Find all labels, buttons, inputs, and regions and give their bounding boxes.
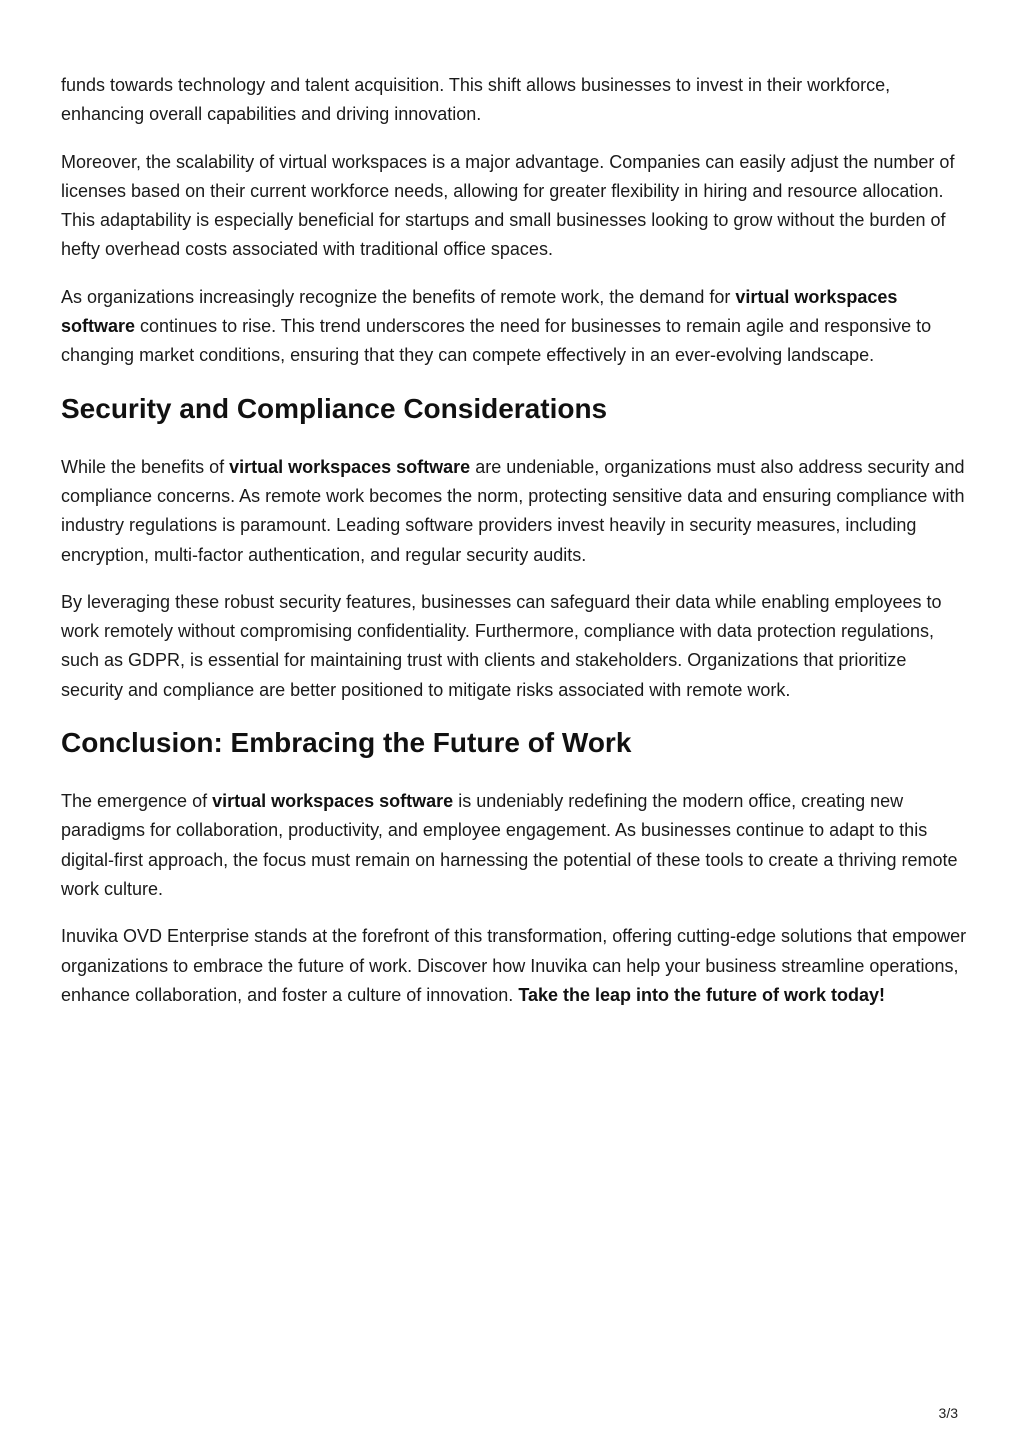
security-section: [61, 392, 967, 705]
bold-keyword: virtual workspaces software: [229, 456, 471, 477]
paragraph-text: The emergence of: [61, 791, 213, 812]
paragraph-funds: [61, 71, 967, 130]
conclusion-heading: Conclusion: Embracing the Future of Work: [61, 727, 632, 759]
paragraph-text: Inuvika OVD Enterprise stands at the forefront of this transformation, offering cutting-edge solutions that empower organizations to embrace the future of work. Discover how Inuvika can help your business streamline operations, enhance collaboration, and foster a culture of innovation.: [61, 926, 967, 1005]
call-to-action: Take the leap into the future of work today!: [518, 984, 886, 1005]
paragraph-text: Moreover, the scalability of virtual workspaces is a major advantage. Companies can easily adjust the number of licenses based on their current workforce needs, allowing for greater flexibility in hiring and resource allocation. This adaptability is especially beneficial for startups and small businesses looking to grow without the burden of hefty overhead costs associated with traditional office spaces.: [61, 151, 955, 260]
paragraph-demand: [61, 283, 967, 371]
paragraph-security-benefits: [61, 453, 967, 570]
paragraph-security-features: [61, 588, 967, 705]
page-number: 3/3: [938, 1405, 958, 1421]
paragraph-text: is undeniably redefining the modern office, creating new paradigms for collaboration, productivity, and employee engagement. As businesses continue to adapt to this digital-first approach, the focus must remain on harnessing the potential of these tools to create a thriving remote work culture.: [61, 791, 958, 899]
security-heading: Security and Compliance Considerations: [61, 392, 608, 424]
document-body: [61, 71, 967, 1028]
paragraph-text: While the benefits of: [61, 456, 230, 477]
paragraph-text: As organizations increasingly recognize the benefits of remote work, the demand for: [61, 286, 736, 307]
paragraph-emergence: [61, 787, 967, 904]
paragraph-text: By leveraging these robust security features, businesses can safeguard their data while enabling employees to work remotely without compromising confidentiality. Furthermore, compliance with data protection regulations, such as GDPR, is essential for maintaining trust with clients and stakeholders. Organizations that prioritize security and compliance are better positioned to mitigate risks associated with remote work.: [61, 591, 942, 700]
bold-keyword: virtual workspaces software: [61, 286, 898, 337]
bold-keyword: virtual workspaces software: [212, 791, 454, 812]
paragraph-text: are undeniable, organizations must also address security and compliance concerns. As remote work becomes the norm, protecting sensitive data and ensuring compliance with industry regulations is paramount. Leading software providers invest heavily in security measures, including encryption, multi-factor authentication, and regular security audits.: [61, 456, 965, 565]
paragraph-text: funds towards technology and talent acquisition. This shift allows businesses to invest in their workforce, enhancing overall capabilities and driving innovation.: [61, 75, 891, 125]
paragraph-text: continues to rise. This trend underscores the need for businesses to remain agile and responsive to changing market conditions, ensuring that they can compete effectively in an ever-evolving landscape.: [61, 316, 932, 366]
conclusion-section: [61, 726, 967, 1010]
intro-section: [61, 71, 967, 371]
paragraph-inuvika: [61, 922, 967, 1010]
paragraph-scalability: [61, 148, 967, 265]
